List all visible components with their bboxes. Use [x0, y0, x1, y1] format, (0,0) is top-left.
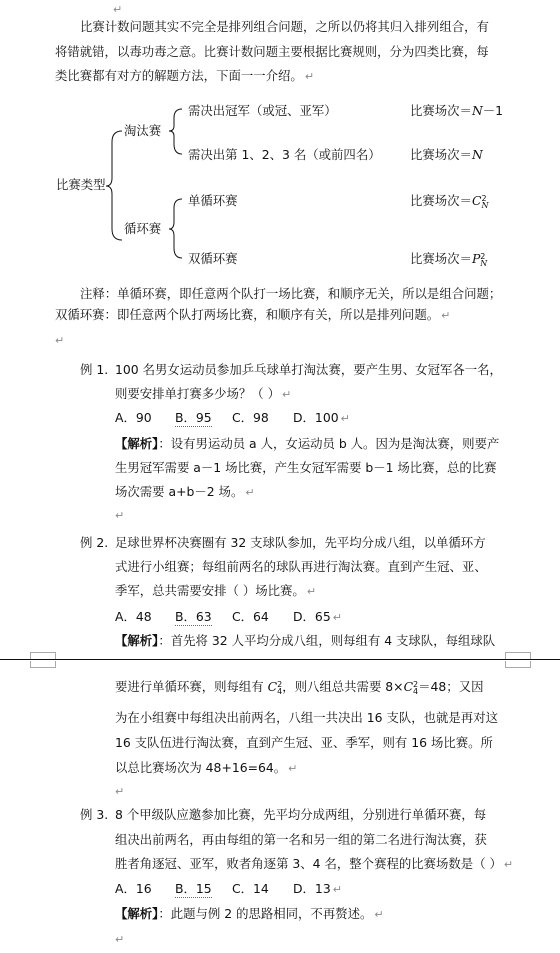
example-2-analysis-line-4: 16 支队伍进行淘汰赛，直到产生冠、亚、季军，则有 16 场比赛。所 [115, 735, 493, 750]
example-1-analysis-line-2: 生男冠军需要 a－1 场比赛，产生女冠军需要 b－1 场比赛，总的比赛 [115, 460, 497, 475]
example-3-label: 例 3. [80, 807, 109, 822]
roundrobin-brace [169, 199, 182, 258]
paragraph-mark: ↵ [115, 933, 125, 946]
diagram-item-2-label: 单循环赛 [188, 193, 238, 208]
example-3-question-line-2: 组决出前两名，再由每组的第一名和另一组的第二名进行淘汰赛，获 [115, 832, 487, 847]
example-1-option-d: D．100 ↵ [293, 410, 350, 425]
example-2-option-d: D．65 ↵ [293, 609, 342, 624]
example-3-question-line-3: 胜者角逐冠、亚军，败者角逐第 3、4 名，整个赛程的比赛场数是（ ） ↵ [115, 856, 514, 871]
diagram-roundrobin-label: 循环赛 [124, 221, 162, 236]
example-1-analysis-line-1: 【解析】：设有男运动员 a 人，女运动员 b 人。因为是淘汰赛，则要产 [115, 436, 500, 451]
page-break-line [0, 659, 560, 660]
example-2-option-a: A．48 [115, 609, 152, 624]
diagram-item-3-label: 双循环赛 [188, 251, 238, 266]
example-1-label: 例 1. [80, 362, 109, 377]
knockout-brace [169, 109, 182, 154]
intro-line-1: 比赛计数问题其实不完全是排列组合问题，之所以仍将其归入排列组合，有 [80, 19, 489, 34]
example-3-option-b: B．15 [175, 881, 212, 896]
example-1-question-line-1: 100 名男女运动员参加乒乓球单打淘汰赛，要产生男、女冠军各一名， [115, 362, 502, 377]
example-1-analysis-line-3: 场次需要 a+b－2 场。 ↵ [115, 484, 255, 499]
diagram-item-3-count: 比赛场次＝P 2 N [410, 251, 488, 268]
example-2-question-line-3: 季军，总共需要安排（ ）场比赛。 ↵ [115, 583, 317, 598]
page-corner-left [30, 652, 56, 659]
example-2-option-c: C．64 [232, 609, 269, 624]
example-1-question-line-2: 则要安排单打赛多少场？（ ） ↵ [115, 386, 292, 401]
example-2-label: 例 2. [80, 535, 109, 550]
example-2-option-b: B．63 [175, 609, 212, 624]
example-2-analysis-line-3: 为在小组赛中每组决出前两名，八组一共决出 16 支队，也就是再对这 [115, 710, 498, 725]
root-brace [106, 131, 122, 240]
diagram-item-2-count: 比赛场次＝C 2 N [410, 193, 489, 210]
paragraph-mark: ↵ [115, 509, 125, 522]
page-corner-right [505, 652, 531, 659]
intro-line-3: 类比赛都有对方的解题方法，下面一一介绍。 ↵ [55, 68, 315, 83]
example-3-option-a: A．16 [115, 881, 152, 896]
note-line-2: 双循环赛：即任意两个队打两场比赛，和顺序有关，所以是排列问题。 ↵ [55, 307, 451, 322]
example-1-option-a: A．90 [115, 410, 152, 425]
example-2-question-line-1: 足球世界杯决赛圈有 32 支球队参加，先平均分成八组，以单循环方 [115, 535, 486, 550]
note-line-1: 注释：单循环赛，即任意两个队打一场比赛，和顺序无关，所以是组合问题； [80, 286, 502, 301]
diagram-item-0-label: 需决出冠军（或冠、亚军） [188, 103, 337, 118]
example-3-question-line-1: 8 个甲级队应邀参加比赛，先平均分成两组，分别进行单循环赛，每 [115, 807, 487, 822]
example-2-analysis-line-1: 【解析】：首先将 32 人平均分成八组，则每组有 4 支球队，每组球队 [115, 633, 496, 648]
example-2-question-line-2: 式进行小组赛；每组前两名的球队再进行淘汰赛。直到产生冠、亚、 [115, 559, 487, 574]
page-corner-left-lower [30, 661, 56, 668]
example-1-option-c: C．98 [232, 410, 269, 425]
example-3-analysis-line-1: 【解析】：此题与例 2 的思路相同，不再赘述。 ↵ [115, 906, 384, 921]
example-3-option-c: C．14 [232, 881, 269, 896]
diagram-root-label: 比赛类型 [56, 177, 106, 192]
paragraph-mark: ↵ [113, 3, 123, 16]
diagram-item-0-count: 比赛场次＝N－1 [410, 103, 504, 118]
example-1-option-b: B．95 [175, 410, 212, 425]
diagram-knockout-label: 淘汰赛 [124, 123, 162, 138]
diagram-item-1-count: 比赛场次＝N [410, 147, 483, 162]
example-2-analysis-line-2: 要进行单循环赛，则每组有 C 2 4 ，则八组总共需要 8×C 2 4 ＝48；又因 [115, 679, 484, 696]
page-corner-right-lower [505, 661, 531, 668]
diagram-item-1-label: 需决出第 1、2、3 名（或前四名） [188, 147, 381, 162]
paragraph-mark: ↵ [115, 785, 125, 798]
intro-line-2: 将错就错，以毒功毒之意。比赛计数问题主要根据比赛规则，分为四类比赛，每 [55, 44, 489, 59]
example-2-analysis-line-5: 以总比赛场次为 48+16=64。 ↵ [115, 760, 298, 775]
example-3-option-d: D．13 ↵ [293, 881, 342, 896]
paragraph-mark: ↵ [55, 334, 65, 347]
